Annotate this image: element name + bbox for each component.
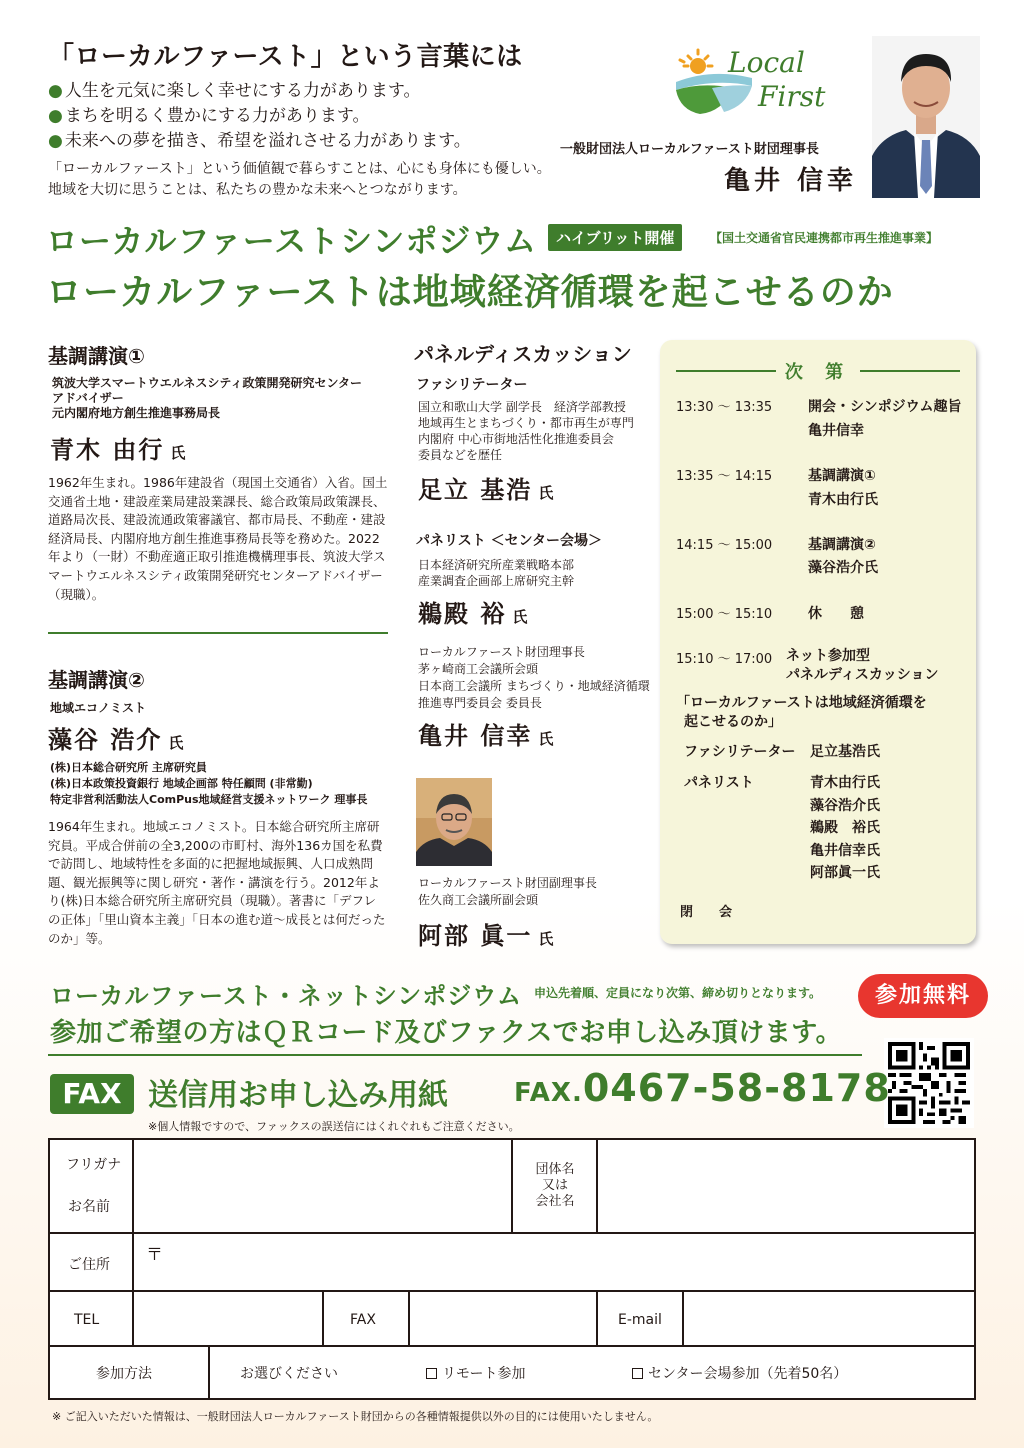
schedule-panelist: 亀井信幸氏 [810, 843, 880, 859]
keynote2-affiliation: (株)日本政策投資銀行 地域企画部 特任顧問 (非常勤) [50, 777, 313, 790]
name-field[interactable] [133, 1141, 511, 1232]
schedule-time: 13:35 〜 14:15 [676, 469, 773, 484]
main-title: ローカルファーストは地域経済循環を起こせるのか [46, 272, 894, 313]
schedule-closing: 閉 会 [680, 905, 733, 920]
intro-text: 地域を大切に思うことは、私たちの豊かな未来へとつながります。 [48, 182, 467, 198]
schedule-item: 青木由行氏 [808, 492, 878, 508]
panelist2-affiliation: 推進専門委員会 委員長 [418, 696, 542, 710]
panelist3-affiliation: ローカルファースト財団副理事長 [418, 876, 597, 890]
panelist1-affiliation: 産業調査企画部上席研究主幹 [418, 574, 575, 588]
panelist2-affiliation: ローカルファースト財団理事長 [418, 645, 585, 659]
center-option[interactable]: センター会場参加（先着50名） [632, 1363, 847, 1383]
net-symposium-note: 申込先着順、定員になり次第、締め切りとなります。 [534, 986, 822, 1000]
panelist2-name: 亀井 信幸 氏 [418, 722, 554, 750]
schedule-item: パネルディスカッション [786, 667, 939, 683]
form-rule [48, 1345, 976, 1347]
postal-mark: 〒 [146, 1245, 163, 1265]
intro-text: 「ローカルファースト」という価値観で暮らすことは、心にも身体にも優しい。 [48, 161, 551, 177]
schedule-time: 15:10 〜 17:00 [676, 652, 773, 667]
keynote1-affiliation: アドバイザー [52, 391, 124, 405]
schedule-time: 15:00 〜 15:10 [676, 607, 773, 622]
panelist3-name: 阿部 眞一 氏 [418, 922, 554, 950]
fax-form-title: 送信用お申し込み用紙 [148, 1078, 448, 1113]
form-rule [208, 1347, 210, 1399]
form-rule [596, 1292, 598, 1345]
keynote1-speaker-name: 青木 由行 氏 [50, 436, 186, 464]
section-rule [48, 1054, 862, 1056]
schedule-panelist: 阿部眞一氏 [810, 865, 880, 881]
chairman-title: 一般財団法人ローカルファースト財団理事長 [560, 142, 819, 157]
furigana-label: フリガナ [66, 1157, 122, 1173]
schedule-theme: 「ローカルファーストは地域経済循環を [676, 695, 927, 711]
schedule-panelist: 藻谷浩介氏 [810, 798, 880, 814]
keynote1-affiliation: 筑波大学スマートウエルネスシティ政策開発研究センター [52, 376, 362, 390]
section-divider [48, 632, 388, 634]
panelist1-name: 鵜殿 裕 氏 [418, 600, 528, 628]
intro-title: 「ローカルファースト」という言葉には [48, 42, 523, 72]
qr-code[interactable] [884, 1038, 974, 1128]
remote-option[interactable]: リモート参加 [426, 1363, 525, 1383]
org-label: 団体名 又は 会社名 [535, 1162, 575, 1209]
keynote2-affiliation: 特定非営利活動法人ComPus地域経営支援ネットワーク 理事長 [50, 793, 368, 806]
keynote2-speaker-name: 藻谷 浩介 氏 [48, 726, 184, 754]
chairman-name: 亀井 信幸 [724, 166, 858, 196]
schedule-item: 亀井信幸 [808, 423, 864, 439]
form-rule [322, 1292, 324, 1345]
tel-field[interactable] [134, 1292, 322, 1345]
hybrid-badge: ハイブリット開催 [548, 224, 682, 251]
chairman-photo [872, 36, 980, 198]
schedule-time: 14:15 〜 15:00 [676, 538, 773, 553]
schedule-time: 13:30 〜 13:35 [676, 400, 773, 415]
keynote1-heading: 基調講演① [48, 344, 145, 368]
intro-bullet: ● 人生を元気に楽しく幸せにする力があります。 [48, 81, 421, 101]
remote-checkbox[interactable] [426, 1368, 437, 1379]
schedule-title: 次 第 [784, 362, 852, 383]
panelist2-affiliation: 茅ヶ崎商工会議所会頭 [418, 662, 539, 676]
center-checkbox[interactable] [632, 1368, 643, 1379]
panelist3-photo [416, 778, 492, 866]
facilitator-affiliation: 内閣府 中心市街地活性化推進委員会 [418, 432, 614, 446]
panel-heading: パネルディスカッション [414, 342, 632, 366]
svg-text:Local: Local [728, 46, 805, 79]
schedule-panelist: 鵜殿 裕氏 [810, 820, 880, 836]
panelist3-affiliation: 佐久商工会議所副会頭 [418, 893, 539, 907]
keynote2-affiliation: (株)日本総合研究所 主席研究員 [50, 761, 207, 774]
panelist1-affiliation: 日本経済研究所産業戦略本部 [418, 558, 575, 572]
name-label: お名前 [68, 1199, 110, 1215]
tel-label: TEL [74, 1312, 100, 1328]
choose-label: お選びください [240, 1366, 338, 1382]
local-first-logo [672, 42, 842, 122]
keynote1-bio: 1962年生まれ。1986年建設省（現国土交通省）入省。国土交通省土地・建設産業局建設業課長、総合政策局政策課長、道路局次長、建設流通政策審議官、都市局長、不動産・建設経済局長、内閣府地方創生推進事務局長等を務めた。2022年より（一財）不動産適正取引推進機構理事長、筑波大学スマートウエルネスシティ政策開発研究センターアドバイザー（現職）。 [48, 475, 388, 602]
free-badge: 参加無料 [858, 974, 988, 1018]
intro-bullet: ● 未来への夢を描き、希望を溢れさせる力があります。 [48, 131, 471, 151]
schedule-theme: 起こせるのか」 [684, 714, 782, 730]
schedule-item: 開会・シンポジウム趣旨 [808, 399, 962, 415]
schedule-panelist-label: パネリスト [684, 775, 754, 791]
facilitator-affiliation: 委員などを歴任 [418, 448, 503, 462]
keynote1-affiliation: 元内閣府地方創生推進事務局長 [52, 406, 221, 420]
keynote2-role: 地域エコノミスト [50, 701, 147, 715]
address-field[interactable] [133, 1234, 974, 1290]
panelist2-affiliation: 日本商工会議所 まちづくり・地域経済循環 [418, 679, 650, 693]
net-symposium-title: ローカルファースト・ネットシンポジウム [50, 982, 522, 1010]
keynote2-bio: 1964年生まれ。地域エコノミスト。日本総合研究所主席研究員。平成合併前の全3,200の市町村、海外136カ国を私費で訪問し、地域特性を多面的に把握地域振興、人口成熟問題、観光振興等に関し研究・著作・講演を行う。2012年より(株)日本総合研究所主席研究員（現職）。著書に「デフレの正体」「里山資本主義」「日本の進む道〜成長とは何だったのか」等。 [48, 819, 386, 946]
program-tag: 【国土交通省官民連携都市再生推進事業】 [710, 231, 939, 245]
schedule-panelist: 青木由行氏 [810, 775, 880, 791]
keynote2-heading: 基調講演② [48, 668, 145, 692]
fax-badge: FAX [50, 1074, 134, 1114]
schedule-facilitator: 足立基浩氏 [810, 744, 880, 760]
email-label: E-mail [618, 1312, 662, 1328]
form-rule [511, 1140, 513, 1232]
apply-text: 参加ご希望の方はＱＲコード及びファクスでお申し込み頂けます。 [50, 1018, 843, 1048]
facilitator-affiliation: 地域再生とまちづくり・都市再生が専門 [418, 416, 634, 430]
svg-text:First: First [758, 80, 826, 113]
schedule-facilitator-label: ファシリテーター [684, 744, 796, 760]
email-field[interactable] [684, 1292, 974, 1345]
facilitator-name: 足立 基浩 氏 [418, 476, 554, 504]
facilitator-label: ファシリテーター [416, 377, 528, 393]
fax-number: FAX.0467-58-8178 [514, 1066, 891, 1110]
sun-icon [680, 50, 712, 74]
schedule-item: 基調講演① [808, 468, 876, 484]
schedule-item: 休 憩 [808, 606, 864, 622]
fax-field[interactable] [410, 1292, 596, 1345]
symposium-title: ローカルファーストシンポジウム [46, 222, 538, 260]
schedule-item: 基調講演② [808, 537, 876, 553]
facilitator-affiliation: 国立和歌山大学 副学長 経済学部教授 [418, 400, 626, 414]
address-label: ご住所 [68, 1257, 110, 1273]
schedule-item: ネット参加型 [786, 648, 870, 664]
org-field[interactable] [598, 1141, 974, 1232]
privacy-note: ※個人情報ですので、ファックスの誤送信にはくれぐれもご注意ください。 [148, 1120, 520, 1133]
schedule-item: 藻谷浩介氏 [808, 560, 878, 576]
method-label: 参加方法 [96, 1366, 152, 1382]
footer-note: ※ ご記入いただいた情報は、一般財団法人ローカルファースト財団からの各種情報提供以外の目的には使用いたしません。 [52, 1410, 659, 1423]
fax-label: FAX [350, 1312, 376, 1328]
panelist-label: パネリスト ＜センター会場＞ [416, 533, 603, 549]
intro-bullet: ● まちを明るく豊かにする力があります。 [48, 106, 370, 126]
